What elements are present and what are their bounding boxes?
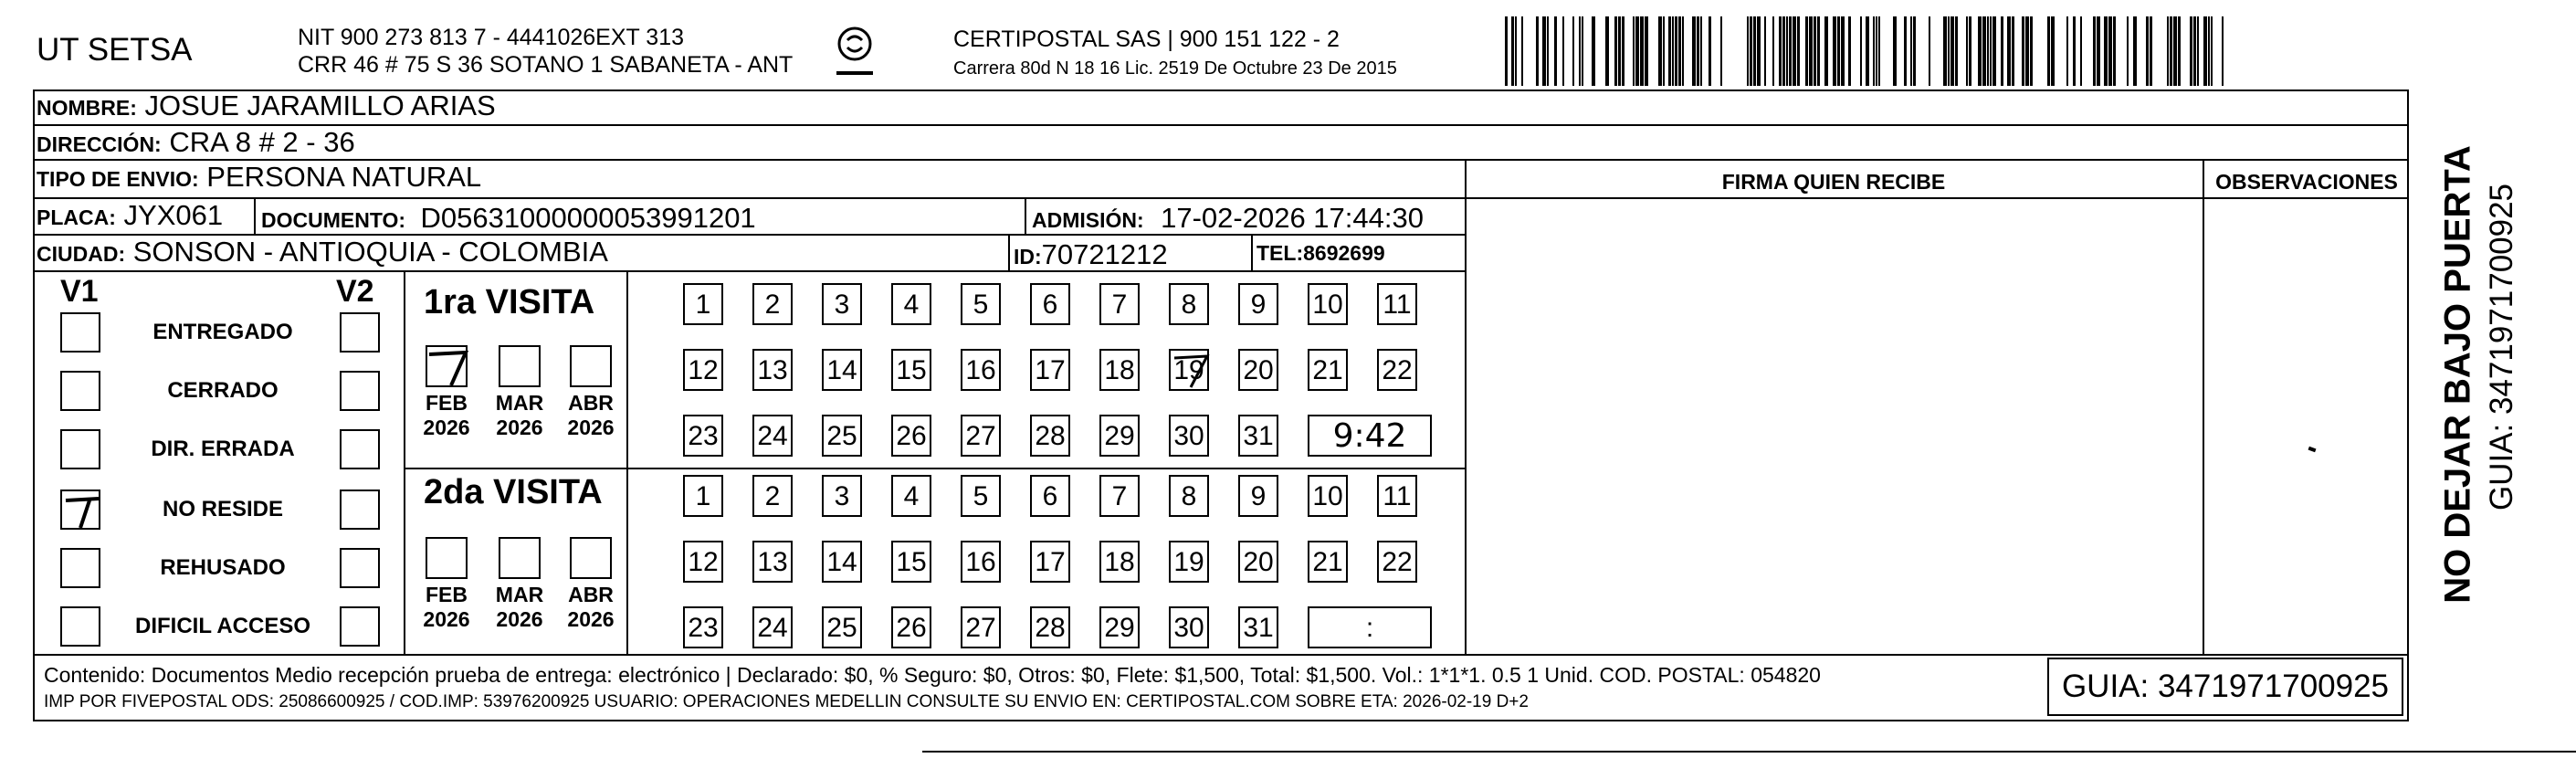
visit1-day-number: 29 xyxy=(1104,421,1135,451)
visit1-day-box[interactable] xyxy=(1169,283,1209,325)
visit2-day-number: 8 xyxy=(1181,481,1197,511)
visit1-day-number: 22 xyxy=(1382,355,1413,385)
status-label: NO RESIDE xyxy=(162,497,284,521)
visit1-month-label xyxy=(492,391,547,440)
send-type-row xyxy=(33,161,1467,199)
visit2-day-box[interactable] xyxy=(1030,541,1070,583)
name-row xyxy=(33,89,2409,126)
visit2-month-label xyxy=(419,583,474,632)
visit1-day-box[interactable] xyxy=(961,415,1001,457)
nit-line: NIT 900 273 813 7 - 4441026EXT 313 xyxy=(298,25,685,50)
visit2-day-number: 1 xyxy=(695,481,711,511)
visit1-time-box[interactable] xyxy=(1308,415,1432,457)
visit2-time-value: : xyxy=(1365,613,1374,643)
visit1-day-box[interactable] xyxy=(1308,283,1348,325)
month-name: FEB xyxy=(426,583,468,606)
barcode xyxy=(1505,16,2226,86)
visit1-day-box[interactable] xyxy=(1099,349,1140,391)
divider xyxy=(1025,199,1026,236)
visit2-day-number: 6 xyxy=(1042,481,1058,511)
document-value: D05631000000053991201 xyxy=(420,202,756,234)
visit2-day-number: 17 xyxy=(1035,547,1066,577)
divider xyxy=(254,199,256,236)
visit2-day-number: 5 xyxy=(973,481,989,511)
visit1-day-box[interactable] xyxy=(891,349,931,391)
month-name: FEB xyxy=(426,391,468,415)
divider xyxy=(1465,197,2409,199)
city-value: SONSON - ANTIOQUIA - COLOMBIA xyxy=(132,236,608,268)
divider xyxy=(1008,236,1010,272)
v1-status-checkbox[interactable] xyxy=(60,606,100,647)
observations-header: OBSERVACIONES xyxy=(2215,170,2398,194)
visit2-day-box[interactable] xyxy=(1377,475,1417,517)
visit2-day-box[interactable] xyxy=(1099,606,1140,648)
visit2-day-box[interactable] xyxy=(1030,606,1070,648)
visit2-day-number: 10 xyxy=(1312,481,1343,511)
visit1-day-number: 4 xyxy=(903,290,920,320)
visit2-day-box[interactable] xyxy=(822,541,862,583)
visit1-day-number: 21 xyxy=(1312,355,1343,385)
visit1-day-number: 16 xyxy=(965,355,996,385)
divider xyxy=(2203,161,2204,654)
visit2-day-number: 31 xyxy=(1243,613,1274,643)
v2-status-checkbox[interactable] xyxy=(340,429,380,469)
visit2-day-box[interactable] xyxy=(752,475,793,517)
plate-value: JYX061 xyxy=(123,199,224,231)
visit2-day-box[interactable] xyxy=(891,475,931,517)
visit1-day-number: 17 xyxy=(1035,355,1066,385)
visit1-day-box[interactable] xyxy=(1377,283,1417,325)
visit2-day-box[interactable] xyxy=(822,475,862,517)
visit1-day-number: 30 xyxy=(1173,421,1204,451)
month-name: MAR xyxy=(495,583,544,606)
visit2-day-box[interactable] xyxy=(1377,541,1417,583)
visit1-day-number: 26 xyxy=(896,421,927,451)
visit2-time-box[interactable] xyxy=(1308,606,1432,648)
plate-label: PLACA: xyxy=(37,205,116,229)
month-year: 2026 xyxy=(423,607,470,631)
visit1-day-number: 2 xyxy=(764,290,781,320)
visit1-day-number: 20 xyxy=(1243,355,1274,385)
visit2-day-number: 15 xyxy=(896,547,927,577)
visit1-day-box[interactable] xyxy=(752,415,793,457)
visit1-day-box[interactable] xyxy=(1030,415,1070,457)
visit1-day-box[interactable] xyxy=(683,349,723,391)
tel-label: TEL: xyxy=(1256,241,1304,265)
visit2-day-box[interactable] xyxy=(1169,541,1209,583)
visit2-day-number: 27 xyxy=(965,613,996,643)
visit1-day-number: 13 xyxy=(757,355,788,385)
v1-status-checkbox[interactable] xyxy=(60,371,100,411)
document-label: DOCUMENTO: xyxy=(261,208,406,232)
visit2-day-box[interactable] xyxy=(752,541,793,583)
admission-value: 17-02-2026 17:44:30 xyxy=(1161,202,1424,234)
visit2-day-number: 20 xyxy=(1243,547,1274,577)
certipostal-logo xyxy=(831,24,878,82)
bottom-line xyxy=(922,751,2576,753)
visit2-day-number: 23 xyxy=(688,613,719,643)
content-line: Contenido: Documentos Medio recepción prueba de entrega: electrónico | Declarado: $0, % Seguro: $0, Otros: $0, Flete: $1,500, Total: $1,500. Vol.: 1*1*1. 0.5 1 Unid. COD. POSTAL: 054820 xyxy=(44,663,1821,687)
divider xyxy=(404,468,1465,469)
visit1-day-number: 14 xyxy=(826,355,857,385)
visit1-day-box[interactable] xyxy=(1238,283,1278,325)
tel-group xyxy=(1256,241,1385,266)
visit1-month-label xyxy=(563,391,618,440)
address-label: DIRECCIÓN: xyxy=(37,132,162,156)
city-label: CIUDAD: xyxy=(37,242,126,266)
v2-status-checkbox[interactable] xyxy=(340,490,380,530)
v1-status-checkbox[interactable] xyxy=(60,490,100,530)
visit2-day-number: 26 xyxy=(896,613,927,643)
divider xyxy=(1465,161,1467,654)
visit1-day-number: 11 xyxy=(1383,290,1412,320)
visit2-day-box[interactable] xyxy=(683,541,723,583)
visit1-day-box[interactable] xyxy=(1169,415,1209,457)
visit2-month-label xyxy=(492,583,547,632)
visit1-day-number: 18 xyxy=(1104,355,1135,385)
visit2-day-number: 11 xyxy=(1383,481,1412,511)
month-name: MAR xyxy=(495,391,544,415)
visit2-day-box[interactable] xyxy=(1308,475,1348,517)
visit1-day-number: 15 xyxy=(896,355,927,385)
visit2-day-number: 14 xyxy=(826,547,857,577)
visit1-month-checkbox[interactable] xyxy=(570,345,612,387)
send-type-value: PERSONA NATURAL xyxy=(206,161,482,193)
visit2-day-number: 25 xyxy=(826,613,857,643)
visit2-day-box[interactable] xyxy=(1238,541,1278,583)
side-guia: GUIA: 3471971700925 xyxy=(2484,183,2519,511)
visit2-day-box[interactable] xyxy=(961,541,1001,583)
status-label: ENTREGADO xyxy=(152,320,293,344)
visit2-day-box[interactable] xyxy=(1099,541,1140,583)
certipostal-line: CERTIPOSTAL SAS | 900 151 122 - 2 xyxy=(953,26,1340,52)
visit1-day-number: 9 xyxy=(1250,290,1267,320)
status-label: REHUSADO xyxy=(160,555,286,580)
visit1-day-number: 31 xyxy=(1243,421,1274,451)
month-name: ABR xyxy=(568,391,614,415)
visit1-day-box[interactable] xyxy=(1377,349,1417,391)
status-label: DIFICIL ACCESO xyxy=(134,614,310,638)
visit1-title: 1ra VISITA xyxy=(424,283,595,321)
company-name: UT SETSA xyxy=(37,32,193,68)
v2-status-checkbox[interactable] xyxy=(340,548,380,588)
visit2-month-checkbox[interactable] xyxy=(570,537,612,579)
visit2-day-number: 28 xyxy=(1035,613,1066,643)
visit2-day-box[interactable] xyxy=(822,606,862,648)
tel-value: 8692699 xyxy=(1303,241,1385,265)
visit2-day-number: 24 xyxy=(757,613,788,643)
v2-status-checkbox[interactable] xyxy=(340,371,380,411)
visit2-day-box[interactable] xyxy=(1169,606,1209,648)
visit1-day-box[interactable] xyxy=(961,283,1001,325)
recipient-address: CRA 8 # 2 - 36 xyxy=(169,126,355,158)
send-type-label: TIPO DE ENVIO: xyxy=(37,167,199,191)
address-row xyxy=(33,126,2409,161)
visit2-day-number: 2 xyxy=(764,481,781,511)
visit2-day-box[interactable] xyxy=(961,475,1001,517)
visit1-day-box[interactable] xyxy=(683,415,723,457)
recipient-name: JOSUE JARAMILLO ARIAS xyxy=(144,89,496,121)
visit2-day-box[interactable] xyxy=(683,475,723,517)
divider xyxy=(33,654,2409,656)
visit1-day-box[interactable] xyxy=(961,349,1001,391)
visit2-day-number: 30 xyxy=(1173,613,1204,643)
visit1-day-box[interactable] xyxy=(1030,283,1070,325)
visit2-day-box[interactable] xyxy=(1169,475,1209,517)
visit2-day-box[interactable] xyxy=(1030,475,1070,517)
visit1-day-box[interactable] xyxy=(1238,415,1278,457)
guia-box xyxy=(2047,658,2403,716)
visit2-day-box[interactable] xyxy=(1099,475,1140,517)
v2-status-checkbox[interactable] xyxy=(340,312,380,353)
visit1-day-number: 23 xyxy=(688,421,719,451)
imp-line: IMP POR FIVEPOSTAL ODS: 25086600925 / COD.IMP: 53976200925 USUARIO: OPERACIONES MEDELLIN CONSULTE SU ENVIO EN: CERTIPOSTAL.COM SOBRE ETA: 2026-02-19 D+2 xyxy=(44,692,1529,711)
month-year: 2026 xyxy=(567,607,615,631)
visit2-day-box[interactable] xyxy=(1238,475,1278,517)
divider xyxy=(1251,236,1253,272)
visit1-day-box[interactable] xyxy=(1169,349,1209,391)
month-name: ABR xyxy=(568,583,614,606)
month-year: 2026 xyxy=(496,416,543,439)
visit1-day-number: 7 xyxy=(1111,290,1128,320)
visit2-day-box[interactable] xyxy=(752,606,793,648)
visit2-day-box[interactable] xyxy=(1238,606,1278,648)
document-group xyxy=(261,202,756,235)
visit1-month-checkbox[interactable] xyxy=(426,345,468,387)
visit2-day-number: 13 xyxy=(757,547,788,577)
visit1-day-number: 8 xyxy=(1181,290,1197,320)
month-year: 2026 xyxy=(567,416,615,439)
side-warning: NO DEJAR BAJO PUERTA xyxy=(2437,145,2478,604)
visit1-day-number: 25 xyxy=(826,421,857,451)
month-year: 2026 xyxy=(423,416,470,439)
visit2-day-number: 7 xyxy=(1111,481,1128,511)
visit1-day-box[interactable] xyxy=(891,283,931,325)
visit2-month-checkbox[interactable] xyxy=(426,537,468,579)
id-value: 70721212 xyxy=(1041,238,1168,270)
v1-status-checkbox[interactable] xyxy=(60,429,100,469)
visit1-day-box[interactable] xyxy=(1308,349,1348,391)
visit1-day-box[interactable] xyxy=(683,283,723,325)
visit2-title: 2da VISITA xyxy=(424,473,603,511)
visit1-day-number: 28 xyxy=(1035,421,1066,451)
visit1-day-box[interactable] xyxy=(891,415,931,457)
company-address: CRR 46 # 75 S 36 SOTANO 1 SABANETA - ANT xyxy=(298,52,794,78)
v1-status-checkbox[interactable] xyxy=(60,548,100,588)
status-label: DIR. ERRADA xyxy=(151,437,295,461)
admission-label: ADMISIÓN: xyxy=(1032,208,1144,232)
visit1-day-box[interactable] xyxy=(1030,349,1070,391)
visit1-day-number: 19 xyxy=(1173,355,1204,385)
v1-status-checkbox[interactable] xyxy=(60,312,100,353)
status-label: CERRADO xyxy=(167,378,279,403)
visit1-day-box[interactable] xyxy=(752,283,793,325)
month-year: 2026 xyxy=(496,607,543,631)
visit1-day-box[interactable] xyxy=(1238,349,1278,391)
visit2-day-box[interactable] xyxy=(961,606,1001,648)
id-group xyxy=(1014,238,1168,271)
visit1-day-box[interactable] xyxy=(822,415,862,457)
visit1-day-box[interactable] xyxy=(822,349,862,391)
visit1-day-number: 27 xyxy=(965,421,996,451)
visit2-day-number: 12 xyxy=(688,547,719,577)
visit1-day-number: 12 xyxy=(688,355,719,385)
visit2-month-checkbox[interactable] xyxy=(499,537,541,579)
visit2-day-number: 19 xyxy=(1173,547,1204,577)
visit2-day-number: 21 xyxy=(1312,547,1343,577)
divider xyxy=(404,272,405,654)
v2-label: V2 xyxy=(336,274,374,309)
visit2-month-label xyxy=(563,583,618,632)
visit2-day-number: 29 xyxy=(1104,613,1135,643)
visit1-day-box[interactable] xyxy=(1099,415,1140,457)
signature-header: FIRMA QUIEN RECIBE xyxy=(1721,170,1946,194)
divider xyxy=(626,272,628,654)
visit1-day-number: 10 xyxy=(1312,290,1343,320)
visit2-day-number: 4 xyxy=(903,481,920,511)
visit1-day-box[interactable] xyxy=(1099,283,1140,325)
visit1-day-number: 5 xyxy=(973,290,989,320)
visit2-day-number: 22 xyxy=(1382,547,1413,577)
visit1-day-number: 24 xyxy=(757,421,788,451)
visit2-day-number: 9 xyxy=(1250,481,1267,511)
visit2-day-number: 18 xyxy=(1104,547,1135,577)
visit1-day-number: 1 xyxy=(695,290,711,320)
visit1-day-number: 6 xyxy=(1042,290,1058,320)
guia-number: GUIA: 3471971700925 xyxy=(2061,669,2390,704)
name-label: NOMBRE: xyxy=(37,96,137,120)
visit1-time-value: 9:42 xyxy=(1332,417,1407,455)
visit1-month-label xyxy=(419,391,474,440)
visit2-day-box[interactable] xyxy=(1308,541,1348,583)
visit2-day-box[interactable] xyxy=(891,541,931,583)
visit2-day-number: 3 xyxy=(834,481,850,511)
visit2-day-box[interactable] xyxy=(683,606,723,648)
admission-group xyxy=(1032,202,1424,235)
license-line: Carrera 80d N 18 16 Lic. 2519 De Octubre 23 De 2015 xyxy=(953,58,1397,79)
visit2-day-box[interactable] xyxy=(891,606,931,648)
id-label: ID: xyxy=(1014,245,1042,268)
visit1-day-box[interactable] xyxy=(822,283,862,325)
visit1-day-box[interactable] xyxy=(752,349,793,391)
v1-label: V1 xyxy=(60,274,99,309)
visit2-day-number: 16 xyxy=(965,547,996,577)
visit1-month-checkbox[interactable] xyxy=(499,345,541,387)
visit1-day-number: 3 xyxy=(834,290,850,320)
v2-status-checkbox[interactable] xyxy=(340,606,380,647)
